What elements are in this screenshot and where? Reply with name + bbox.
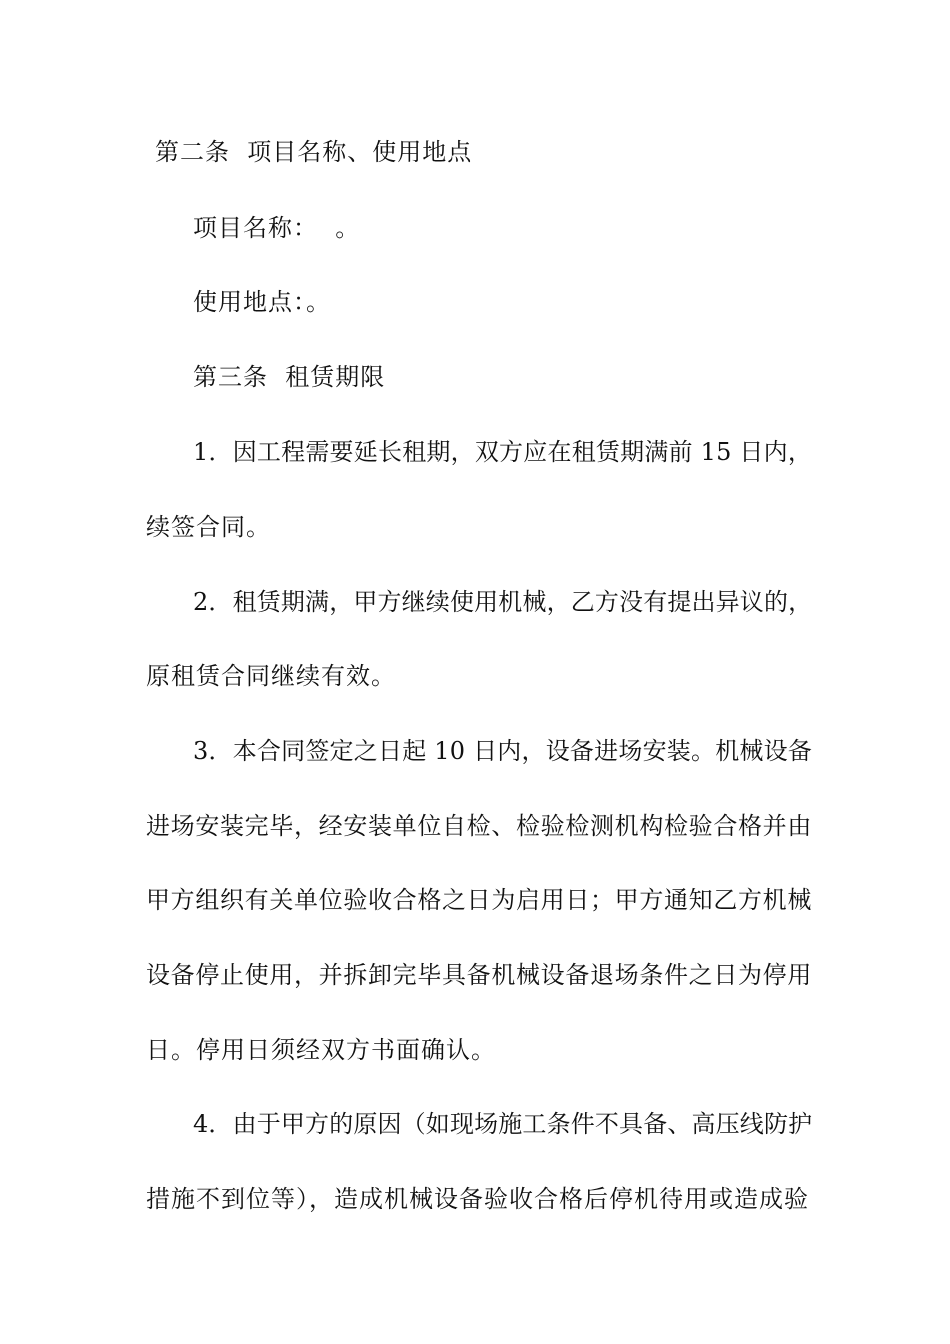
project-name-line: 项目名称： 。 — [193, 214, 361, 242]
item-2-line-1: 2．租赁期满，甲方继续使用机械，乙方没有提出异议的， — [193, 588, 813, 616]
item-1-line-2: 续签合同。 — [146, 513, 271, 541]
item-2-line-2: 原租赁合同继续有效。 — [146, 662, 396, 690]
article-3-heading: 第三条 租赁期限 — [193, 363, 386, 391]
item-3-line-4: 设备停止使用，并拆卸完毕具备机械设备退场条件之日为停用 — [146, 961, 812, 989]
location-line: 使用地点：。 — [193, 288, 331, 316]
item-3-line-2: 进场安装完毕，经安装单位自检、检验检测机构检验合格并由 — [146, 812, 812, 840]
item-3-line-5: 日。停用日须经双方书面确认。 — [146, 1036, 496, 1064]
item-4-line-1: 4．由于甲方的原因（如现场施工条件不具备、高压线防护 — [193, 1110, 813, 1138]
item-1-line-1: 1．因工程需要延长租期，双方应在租赁期满前 15 日内， — [193, 438, 813, 466]
article-2-heading: 第二条 项目名称、使用地点 — [155, 138, 473, 166]
item-3-line-1: 3．本合同签定之日起 10 日内，设备进场安装。机械设备 — [193, 737, 813, 765]
item-3-line-3: 甲方组织有关单位验收合格之日为启用日；甲方通知乙方机械 — [146, 886, 812, 914]
item-4-line-2: 措施不到位等），造成机械设备验收合格后停机待用或造成验 — [146, 1185, 809, 1213]
